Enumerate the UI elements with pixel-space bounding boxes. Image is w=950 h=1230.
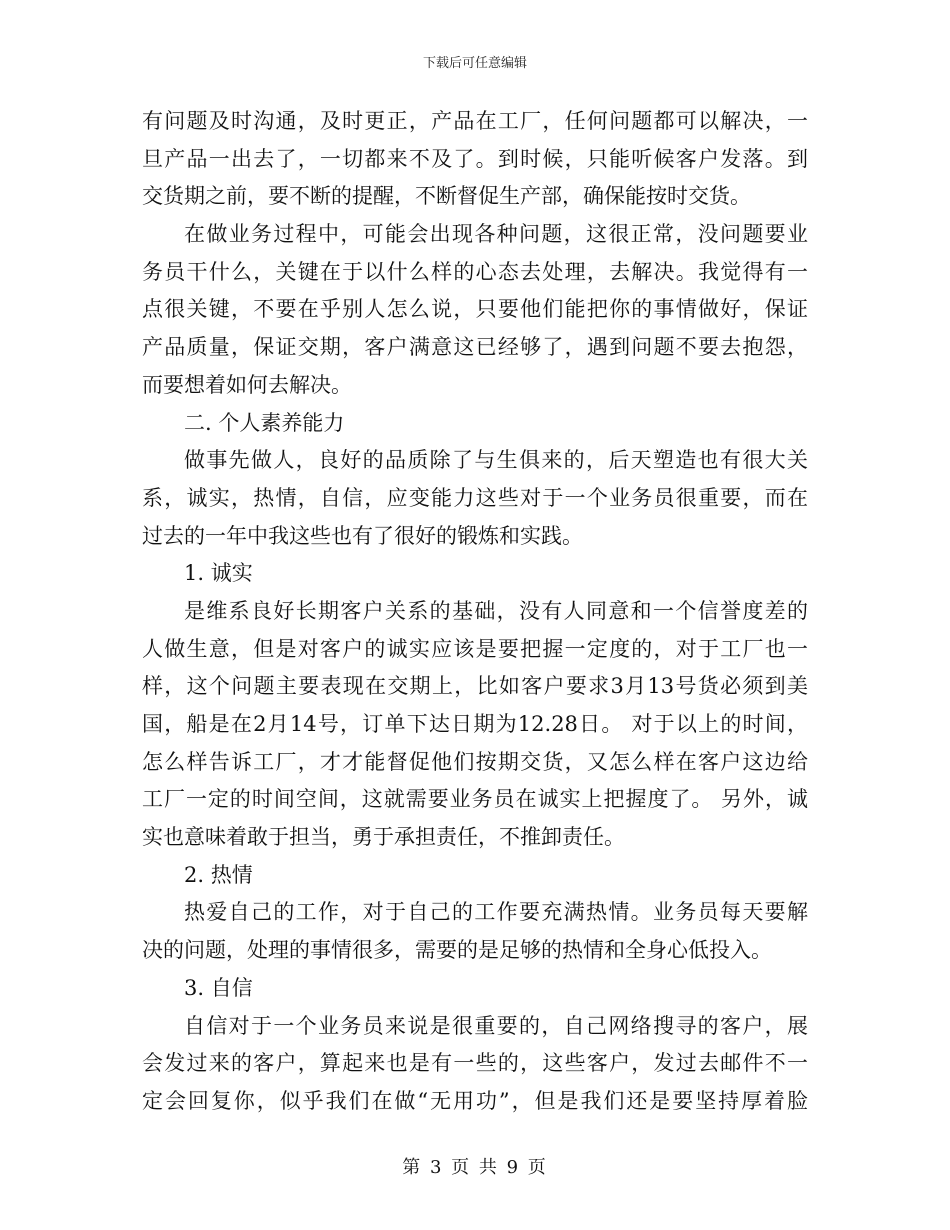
text-line: 自信对于一个业务员来说是很重要的，自己网络搜寻的客户，展 — [184, 1013, 808, 1038]
body-text — [142, 103, 808, 1121]
text-line: 产品质量，保证交期，客户满意这已经够了，遇到问题不要去抱怨， — [142, 335, 808, 360]
text-line: 3. 自信 — [184, 975, 253, 1000]
text-line: 在做业务过程中，可能会出现各种问题，这很正常，没问题要业 — [184, 222, 808, 247]
text-line: 样，这个问题主要表现在交期上，比如客户要求3月13号货必须到美 — [142, 674, 808, 699]
text-line: 二. 个人素养能力 — [184, 410, 345, 435]
text-line: 实也意味着敢于担当，勇于承担责任，不推卸责任。 — [142, 825, 625, 850]
text-line: 务员干什么，关键在于以什么样的心态去处理，去解决。我觉得有一 — [142, 259, 808, 284]
page-footer-number: 第 3 页 共 9 页 — [402, 1157, 548, 1178]
text-line: 做事先做人，良好的品质除了与生俱来的，后天塑造也有很大关 — [184, 448, 808, 473]
text-line: 旦产品一出去了，一切都来不及了。到时候，只能听候客户发落。到 — [142, 146, 808, 171]
page-header-note: 下载后可任意编辑 — [422, 56, 527, 71]
text-line: 2. 热情 — [184, 862, 253, 887]
text-line: 怎么样告诉工厂，才才能督促他们按期交货，又怎么样在客户这边给 — [142, 749, 808, 774]
text-line: 人做生意，但是对客户的诚实应该是要把握一定度的，对于工厂也一 — [142, 636, 808, 661]
text-line: 系，诚实，热情，自信，应变能力这些对于一个业务员很重要，而在 — [142, 485, 808, 510]
text-line: 热爱自己的工作，对于自己的工作要充满热情。业务员每天要解 — [184, 900, 808, 925]
text-line: 1. 诚实 — [184, 561, 253, 586]
text-line: 是维系良好长期客户关系的基础，没有人同意和一个信誉度差的 — [184, 598, 808, 623]
text-line: 而要想着如何去解决。 — [142, 372, 352, 397]
text-line: 国，船是在2月14号，订单下达日期为12.28日。 对于以上的时间， — [142, 712, 808, 736]
text-line: 定会回复你，似乎我们在做“无用功”，但是我们还是要坚持厚着脸 — [142, 1088, 808, 1113]
text-line: 过去的一年中我这些也有了很好的锻炼和实践。 — [142, 523, 583, 548]
text-line: 交货期之前，要不断的提醒，不断督促生产部，确保能按时交货。 — [142, 184, 751, 209]
text-line: 工厂一定的时间空间，这就需要业务员在诚实上把握度了。 另外，诚 — [142, 787, 808, 812]
text-line: 决的问题，处理的事情很多，需要的是足够的热情和全身心低投入。 — [142, 938, 772, 963]
text-line: 点很关键，不要在乎别人怎么说，只要他们能把你的事情做好，保证 — [142, 297, 808, 322]
text-line: 会发过来的客户，算起来也是有一些的，这些客户，发过去邮件不一 — [142, 1051, 808, 1076]
text-line: 有问题及时沟通，及时更正，产品在工厂，任何问题都可以解决，一 — [142, 109, 808, 133]
